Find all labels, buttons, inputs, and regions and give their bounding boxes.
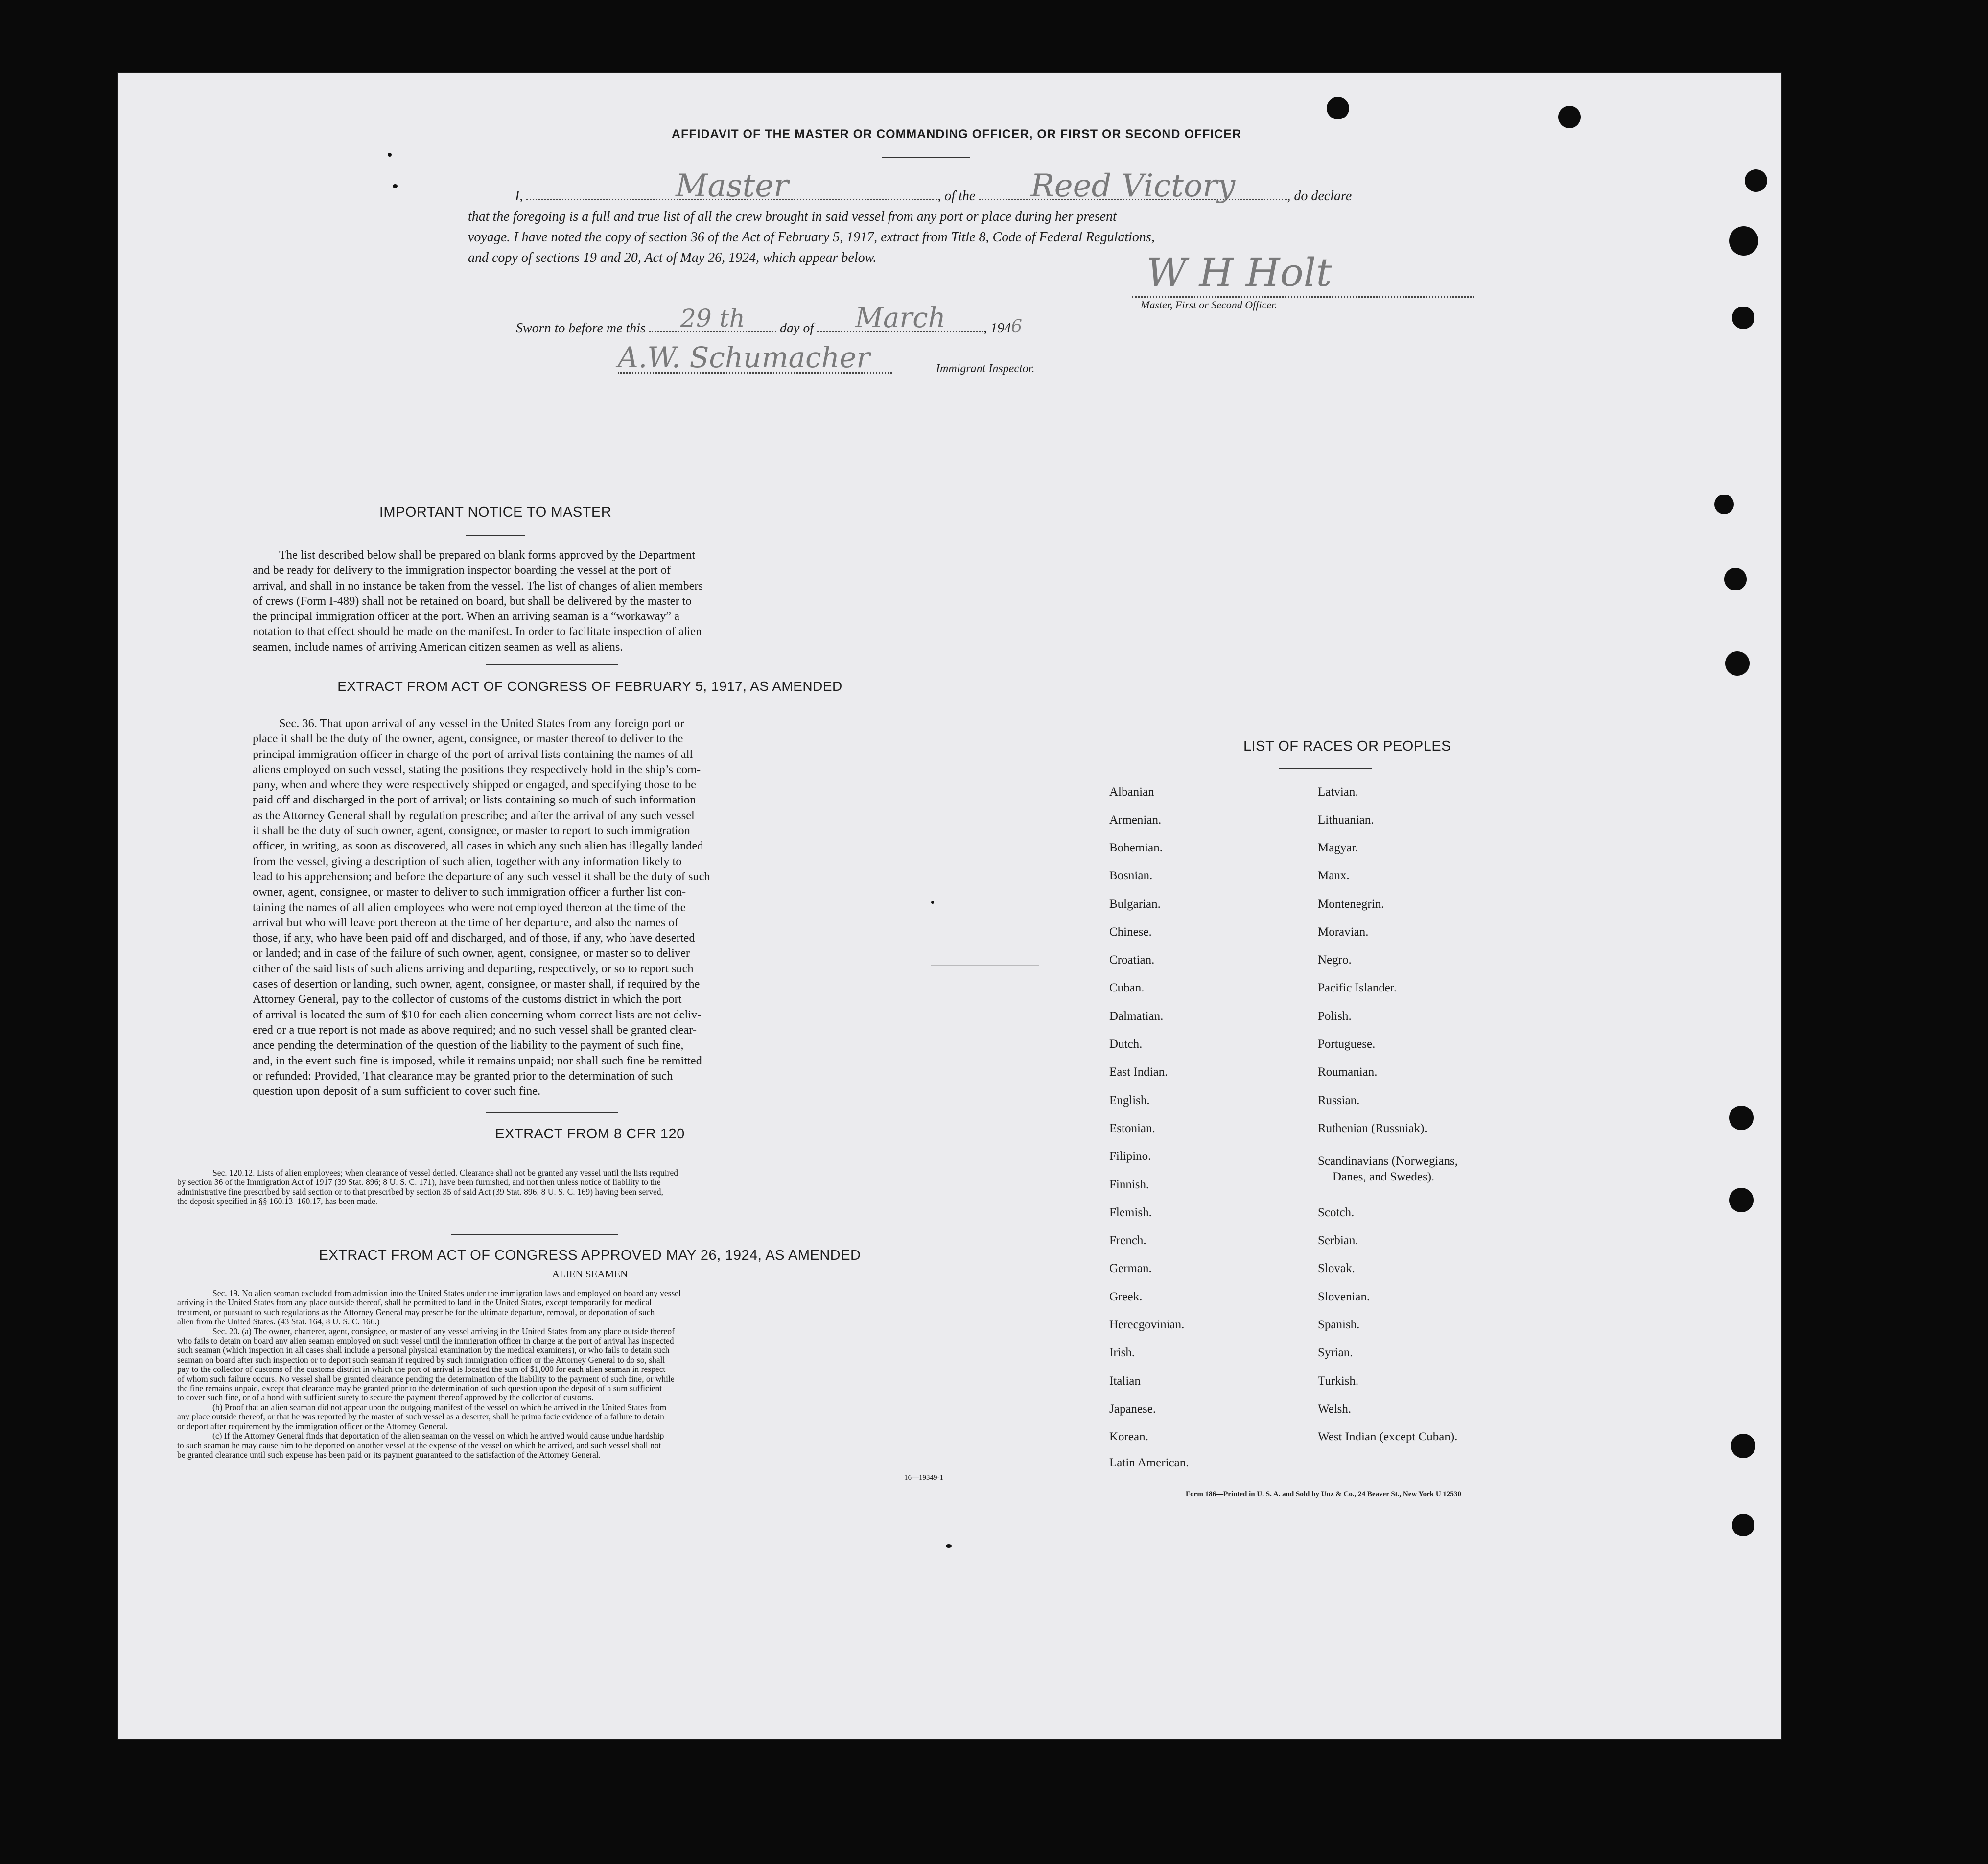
race-item: Cuban. [1109,981,1145,994]
form-code: 16—19349-1 [904,1474,943,1482]
divider [486,1112,618,1113]
race-item: East Indian. [1109,1065,1168,1079]
pencil-mark [931,965,1039,966]
divider [451,1234,618,1235]
extract-1917-title: EXTRACT FROM ACT OF CONGRESS OF FEBRUARY 5, 1917, AS AMENDED [337,679,842,694]
race-item: Latvian. [1318,785,1358,799]
punch-hole [1729,1188,1754,1212]
printer-footer: Form 186—Printed in U. S. A. and Sold by Unz & Co., 24 Beaver St., New York U 12530 [1186,1490,1461,1498]
inspector-signature: A.W. Schumacher [618,341,870,374]
vessel-field [979,168,1287,204]
punch-hole [1745,169,1767,192]
race-item: Slovenian. [1318,1290,1370,1303]
divider [882,157,970,158]
affidavit-line-4: and copy of sections 19 and 20, Act of May 26, 1924, which appear below. [468,250,877,265]
day-field [649,304,776,332]
race-item: Welsh. [1318,1402,1352,1416]
punch-hole [1732,1514,1754,1536]
extract-cfr-title: EXTRACT FROM 8 CFR 120 [495,1126,685,1142]
race-item: Japanese. [1109,1402,1156,1416]
year-prefix: , 194 [983,321,1011,336]
punch-hole [1558,106,1581,128]
race-item: Dutch. [1109,1038,1143,1051]
year-handwriting: 6 [1011,317,1023,337]
speck [931,901,934,904]
day-handwriting: 29 th [680,304,745,332]
vessel-handwriting: Reed Victory [1030,168,1236,204]
race-item: Roumanian. [1318,1065,1378,1079]
race-item: Danes, and Swedes). [1333,1170,1435,1183]
race-item: Finnish. [1109,1178,1149,1191]
race-item: Herecgovinian. [1109,1318,1185,1331]
race-item: Irish. [1109,1346,1135,1359]
divider [1279,768,1372,769]
notice-body: The list described below shall be prepared on blank forms approved by the Department and be ready for delivery to the immigration inspector boarding the vessel at the port of arrival, and shall in no instance be taken from the vessel. The list of changes of alien members of crews (Form I-489) shall not be retained on board, but shall be delivered by the master to the principal immigration officer at the port. When an arriving seaman is a “workaway” a notation to that effect should be made on the manifest. In order to facilitate inspection of alien seamen, include names of arriving American citizen seamen as well as aliens. [253,548,703,654]
race-item: Slovak. [1318,1262,1355,1275]
officer-caption: Master, First or Second Officer. [1141,299,1277,311]
rank-field [526,168,937,204]
race-item: Negro. [1318,953,1352,967]
race-item: Bulgarian. [1109,897,1161,911]
affidavit-title: AFFIDAVIT OF THE MASTER OR COMMANDING OFFICER, OR FIRST OR SECOND OFFICER [671,127,1242,141]
race-item: Armenian. [1109,813,1162,826]
punch-hole [1725,651,1750,676]
sworn-label: Sworn to before me this [516,321,646,336]
punch-hole [1729,1106,1754,1130]
divider [486,664,618,665]
races-right-column [1318,785,1592,1549]
punch-hole [1714,495,1734,514]
affidavit-line-1 [515,168,1352,207]
punch-hole [1731,1434,1755,1458]
punch-hole [1729,226,1758,256]
race-item: Estonian. [1109,1122,1155,1135]
race-item: German. [1109,1262,1152,1275]
race-item: Serbian. [1318,1234,1358,1247]
inspector-signature-line [618,343,892,374]
race-item: Russian. [1318,1094,1360,1107]
race-item: West Indian (except Cuban). [1318,1430,1458,1443]
notice-title: IMPORTANT NOTICE TO MASTER [379,504,612,520]
extract-cfr-body: Sec. 120.12. Lists of alien employees; when clearance of vessel denied. Clearance shall not be granted any vessel until the lists required by section 36 of the Immigration Act of 1917 (39 Stat. 896; 8 U. S. C. 171), have been furnished, and not then unless notice of liability to the administrative fine prescribed by said section or to that prescribed by section 35 of said Act (39 Stat. 896; 8 U. S. C. 169) having been served, the deposit specified in §§ 160.13–160.17, has been made. [177,1168,678,1206]
race-item: Dalmatian. [1109,1010,1164,1023]
race-item: Polish. [1318,1010,1352,1023]
race-item: Italian [1109,1374,1141,1388]
manifest-page [118,73,1781,1739]
races-left-column [1109,785,1315,1549]
race-item: French. [1109,1234,1146,1247]
punch-hole [1327,97,1349,119]
race-item: Spanish. [1318,1318,1360,1331]
i-label: I, [515,189,523,204]
race-item: Lithuanian. [1318,813,1374,826]
race-item: Croatian. [1109,953,1155,967]
race-item: Flemish. [1109,1206,1152,1219]
officer-signature: W H Holt [1146,250,1332,295]
race-item: Moravian. [1318,925,1369,939]
race-item: Korean. [1109,1430,1148,1443]
punch-hole [1724,568,1747,590]
race-item: Manx. [1318,869,1350,882]
extract-1924-body: Sec. 19. No alien seaman excluded from admission into the United States under the immigration laws and employed on board any vessel arriving in the United States from any place outside thereof, shall be permitted to land in the United States, except temporarily for medical treatment, or pursuant to such regulations as the Attorney General may prescribe for the ultimate departure, removal, or deportation of such alien from the United States. (43 Stat. 164, 8 U. S. C. 166.) Sec. 20. (a) The owner, charterer, agent, consignee, or master of any vessel arriving in the United States from any place outside thereof who fails to detain on board any alien seaman employed on such vessel until the immigration officer in charge at the port of arrival has inspected such seaman (which inspection in all cases shall include a personal physical examination by the medical examiners), or who fails to detain such seaman on board after such inspection or to deport such seaman if required by such immigration officer or the Attorney General to do so, shall pay to the collector of customs of the customs district in which the port of arrival is located the sum of $1,000 for each alien seaman in respect of whom such failure occurs. No vessel shall be granted clearance pending the determination of the liability to the payment of such fine, or while the fine remains unpaid, except that clearance may be granted prior to the determination of such question upon the deposit of a sum sufficient to cover such fine, or of a bond with sufficient surety to secure the payment thereof approved by the collector of customs. (b) Proof that an alien seaman did not appear upon the outgoing manifest of the vessel on which he arrived in the United States from any place outside thereof, or that he was reported by the master of such vessel as a deserter, shall be prima facie evidence of a failure to detain or deport after requirement by the immigration officer or the Attorney General. (c) If the Attorney General finds that deportation of the alien seaman on the vessel on which he arrived would cause undue hardship to such seaman he may cause him to be deported on another vessel at the expense of the vessel on which he arrived, and such vessel shall not be granted clearance until such expense has been paid or its payment guaranteed to the satisfaction of the Attorney General. [177,1288,681,1460]
extract-1924-title: EXTRACT FROM ACT OF CONGRESS APPROVED MAY 26, 1924, AS AMENDED [319,1248,861,1263]
speck [388,153,392,157]
speck [393,184,398,188]
extract-1924-subtitle: ALIEN SEAMEN [552,1268,628,1280]
race-item: Bohemian. [1109,841,1163,854]
race-item: Montenegrin. [1318,897,1384,911]
month-field [817,302,983,334]
divider [466,535,525,536]
day-of-label: day of [779,321,814,336]
of-the-label: , of the [937,189,976,204]
month-handwriting: March [855,302,946,334]
do-declare-label: , do declare [1287,189,1352,204]
speck [946,1544,952,1548]
affidavit-line-3: voyage. I have noted the copy of section 36 of the Act of February 5, 1917, extract from Title 8, Code of Federal Regulations, [468,230,1155,245]
race-item: Latin American. [1109,1456,1189,1469]
signature-line [1132,296,1474,298]
race-item: Scotch. [1318,1206,1355,1219]
race-item: Turkish. [1318,1374,1359,1388]
race-item: Magyar. [1318,841,1358,854]
races-title: LIST OF RACES OR PEOPLES [1243,738,1451,754]
race-item: Scandinavians (Norwegians, [1318,1155,1458,1168]
race-item: Portuguese. [1318,1038,1376,1051]
race-item: Bosnian. [1109,869,1153,882]
sworn-line [516,302,1023,339]
extract-1917-body: Sec. 36. That upon arrival of any vessel in the United States from any foreign port or place it shall be the duty of the owner, agent, consignee, or master thereof to deliver to the principal immigration officer in charge of the port of arrival lists containing the names of all aliens employed on such vessel, stating the positions they respectively hold in the ship’s com- pany, when and where they were respectively shipped or engaged, and specifying those to be paid off and discharged in the port of arrival; or lists containing so much of such information as the Attorney General shall by regulation prescribe; and after the arrival of any such vessel it shall be the duty of such owner, agent, consignee, or master to report to such immigration officer, in writing, as soon as discovered, all cases in which any such alien has illegally landed from the vessel, giving a description of such alien, together with any information likely to lead to his apprehension; and before the departure of any such vessel it shall be the duty of such owner, agent, consignee, or master to deliver to such immigration officer a further list con- taining the names of all alien employees who were not employed thereon at the time of the arrival but who will leave port thereon at the time of her departure, and also the names of those, if any, who have been paid off and discharged, and of those, if any, who have deserted or landed; and in case of the failure of such owner, agent, consignee, or master so to deliver either of the said lists of such aliens arriving and departing, respectively, or so to report such cases of desertion or landing, such owner, agent, consignee, or master shall, if required by the Attorney General, pay to the collector of customs of the customs district in which the port of arrival is located the sum of $10 for each alien concerning whom correct lists are not deliv- ered or a true report is not made as above required; and no such vessel shall be granted clear- ance pending the determination of the question of the liability to the payment of such fine, and, in the event such fine is imposed, while it remains unpaid; nor shall such fine be remitted or refunded: Provided, That clearance may be granted prior to the determination of such question upon deposit of a sum sufficient to cover such fine. [253,717,710,1098]
inspector-caption: Immigrant Inspector. [936,362,1035,375]
race-item: Filipino. [1109,1150,1151,1163]
punch-hole [1732,307,1754,329]
race-item: Albanian [1109,785,1154,799]
race-item: Chinese. [1109,925,1152,939]
race-item: Greek. [1109,1290,1143,1303]
race-item: Syrian. [1318,1346,1353,1359]
race-item: Pacific Islander. [1318,981,1397,994]
race-item: English. [1109,1094,1150,1107]
rank-handwriting: Master [675,168,789,204]
affidavit-line-2: that the foregoing is a full and true list of all the crew brought in said vessel from any port or place during her present [468,209,1117,224]
race-item: Ruthenian (Russniak). [1318,1122,1427,1135]
